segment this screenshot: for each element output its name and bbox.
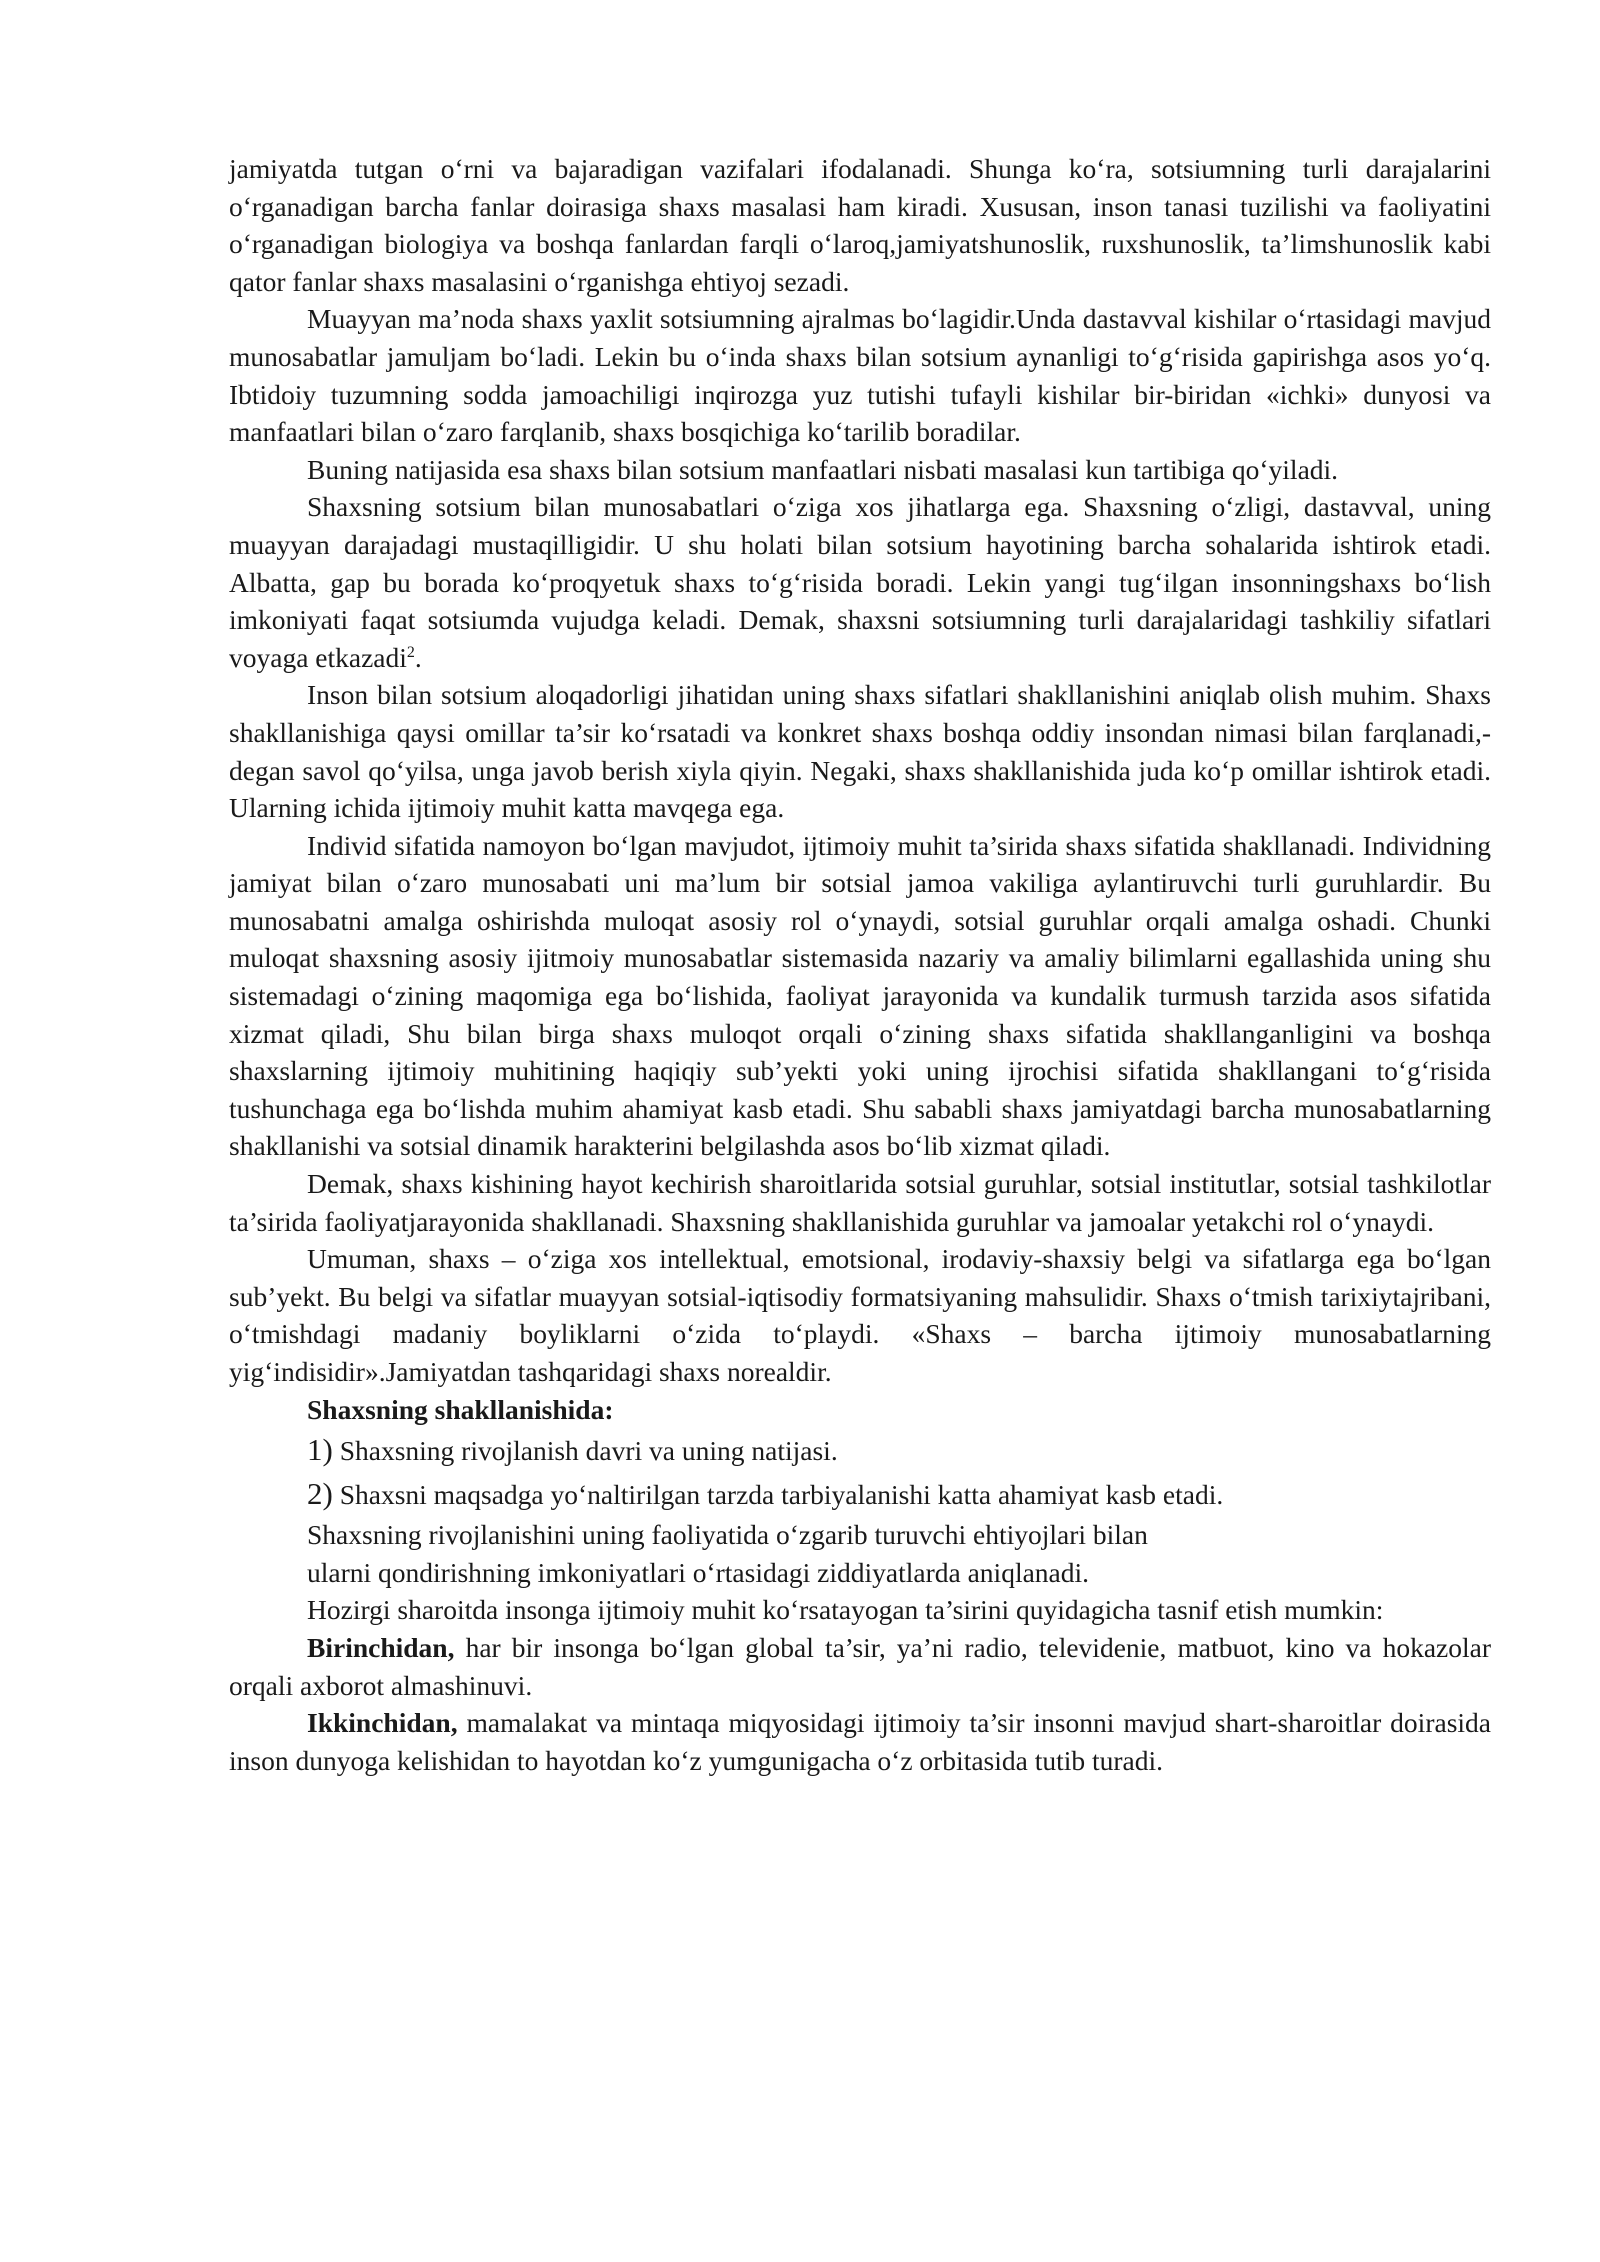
paragraph-lead: Birinchidan, [307,1631,455,1663]
list-number: 2) [307,1476,333,1512]
paragraph-text: mamalakat va mintaqa miqyosidagi ijtimoiy ta’sir insonni mavjud shart-sharoitlar doirasida inson dunyoga kelishidan to hayotdan ko‘z yumgunigacha o‘z orbitasida tutib turadi. [229,1707,1491,1776]
paragraph: Umuman, shaxs – o‘ziga xos intellektual, emotsional, irodaviy-shaxsiy belgi va sifatlarga ega bo‘lgan sub’yekt. Bu belgi va sifatlar muayyan sotsial-iqtisodiy formatsiyaning mahsulidir. Shaxs o‘tmish tarixiytajribani, o‘tmishdagi madaniy boyliklarni o‘zida to‘playdi. «Shaxs – barcha ijtimoiy munosabatlarning yig‘indisidir».Jamiyatdan tashqaridagi shaxs norealdir. [229,1243,1491,1387]
paragraph [229,1704,1491,1779]
section-heading: Shaxsning shakllanishida: [307,1393,614,1425]
list-item [229,1472,1491,1516]
paragraph: Hozirgi sharoitda insonga ijtimoiy muhit ko‘rsatayogan ta’sirini quyidagicha tasnif etish mumkin: [307,1594,1384,1626]
paragraph: Muayyan ma’noda shaxs yaxlit sotsiumning ajralmas bo‘lagidir.Unda dastavval kishilar o‘rtasidagi mavjud munosabatlar jamuljam bo‘ladi. Lekin bu o‘inda shaxs bilan sotsium aynanligi to‘g‘risida gapirishga asos yo‘q. Ibtidoiy tuzumning sodda jamoachiligi inqirozga yuz tutishi tufayli kishilar bir-biridan «ichki» dunyosi va manfaatlari bilan o‘zaro farqlanib, shaxs bosqichiga ko‘tarilib boradilar. [229,303,1491,448]
footnote-marker: 2 [406,643,415,661]
text-line: Shaxsning rivojlanishini uning faoliyatida o‘zgarib turuvchi ehtiyojlari bilan [307,1519,1148,1551]
list-item-text: Shaxsning rivojlanish davri va uning natijasi. [332,1435,838,1467]
list-item [229,1428,1491,1472]
paragraph: Buning natijasida esa shaxs bilan sotsium manfaatlari nisbati masalasi kun tartibiga qo‘yiladi. [307,453,1339,485]
paragraph [229,1629,1491,1704]
paragraph [229,488,1491,676]
paragraph-lead: Ikkinchidan, [307,1707,458,1739]
list-item-text: Shaxsni maqsadga yo‘naltirilgan tarzda tarbiyalanishi katta ahamiyat kasb etadi. [332,1479,1224,1511]
paragraph-text: har bir insonga bo‘lgan global ta’sir, ya’ni radio, televidenie, matbuot, kino va hokazolar orqali axborot almashinuvi. [229,1631,1491,1701]
document-page [229,150,1491,1779]
paragraph: Individ sifatida namoyon bo‘lgan mavjudot, ijtimoiy muhit ta’sirida shaxs sifatida shakllanadi. Individning jamiyat bilan o‘zaro munosabati uni ma’lum bir sotsial jamoa vakiliga aylantiruvchi turli guruhlardir. Bu munosabatni amalga oshirishda muloqat asosiy rol o‘ynaydi, sotsial guruhlar orqali amalga oshadi. Chunki muloqat shaxsning asosiy ijitmoiy munosabatlar sistemasida nazariy va amaliy bilimlarni egallashida uning shu sistemadagi o‘zining maqomiga ega bo‘lishida, faoliyat jarayonida va kundalik turmush tarzida asos sifatida xizmat qiladi, Shu bilan birga shaxs muloqot orqali o‘zining shaxs sifatida shakllanganligini va boshqa shaxslarning ijtimoiy muhitining haqiqiy sub’yekti yoki uning ijrochisi sifatida shakllangani to‘g‘risida tushunchaga ega bo‘lishda muhim ahamiyat kasb etadi. Shu sababli shaxs jamiyatdagi barcha munosabatlarning shakllanishi va sotsial dinamik harakterini belgilashda asos bo‘lib xizmat qiladi. [229,829,1491,1162]
paragraph: Inson bilan sotsium aloqadorligi jihatidan uning shaxs sifatlari shakllanishini aniqlab olish muhim. Shaxs shakllanishiga qaysi omillar ta’sir ko‘rsatadi va konkret shaxs boshqa oddiy insondan nimasi bilan farqlanadi,- degan savol qo‘yilsa, unga javob berish xiyla qiyin. Negaki, shaxs shakllanishida juda ko‘p omillar ishtirok etadi. Ularning ichida ijtimoiy muhit katta mavqega ega. [229,679,1491,824]
paragraph-text: Shaxsning sotsium bilan munosabatlari o‘ziga xos jihatlarga ega. Shaxsning o‘zligi, dastavval, uning muayyan darajadagi mustaqilligidir. U shu holati bilan sotsium hayotining barcha sohalarida ishtirok etadi. Albatta, gap bu borada ko‘proqyetuk shaxs to‘g‘risida boradi. Lekin yangi tug‘ilgan insonningshaxs bo‘lish imkoniyati faqat sotsiumda vujudga keladi. Demak, shaxsni sotsiumning turli darajalaridagi tashkiliy sifatlari voyaga etkazadi [229,491,1491,673]
list-number: 1) [307,1432,333,1468]
text-line: ularni qondirishning imkoniyatlari o‘rtasidagi ziddiyatlarda aniqlanadi. [307,1556,1090,1588]
paragraph-end: . [414,641,422,673]
paragraph: jamiyatda tutgan o‘rni va bajaradigan vazifalari ifodalanadi. Shunga ko‘ra, sotsiumning turli darajalarini o‘rganadigan barcha fanlar doirasiga shaxs masalasi ham kiradi. Xususan, inson tanasi tuzilishi va faoliyatini o‘rganadigan biologiya va boshqa fanlardan farqli o‘laroq,jamiyatshunoslik, ruxshunoslik, ta’limshunoslik kabi qator fanlar shaxs masalasini o‘rganishga ehtiyoj sezadi. [229,153,1491,297]
paragraph: Demak, shaxs kishining hayot kechirish sharoitlarida sotsial guruhlar, sotsial institutlar, sotsial tashkilotlar ta’sirida faoliyatjarayonida shakllanadi. Shaxsning shakllanishida guruhlar va jamoalar yetakchi rol o‘ynaydi. [229,1168,1491,1237]
